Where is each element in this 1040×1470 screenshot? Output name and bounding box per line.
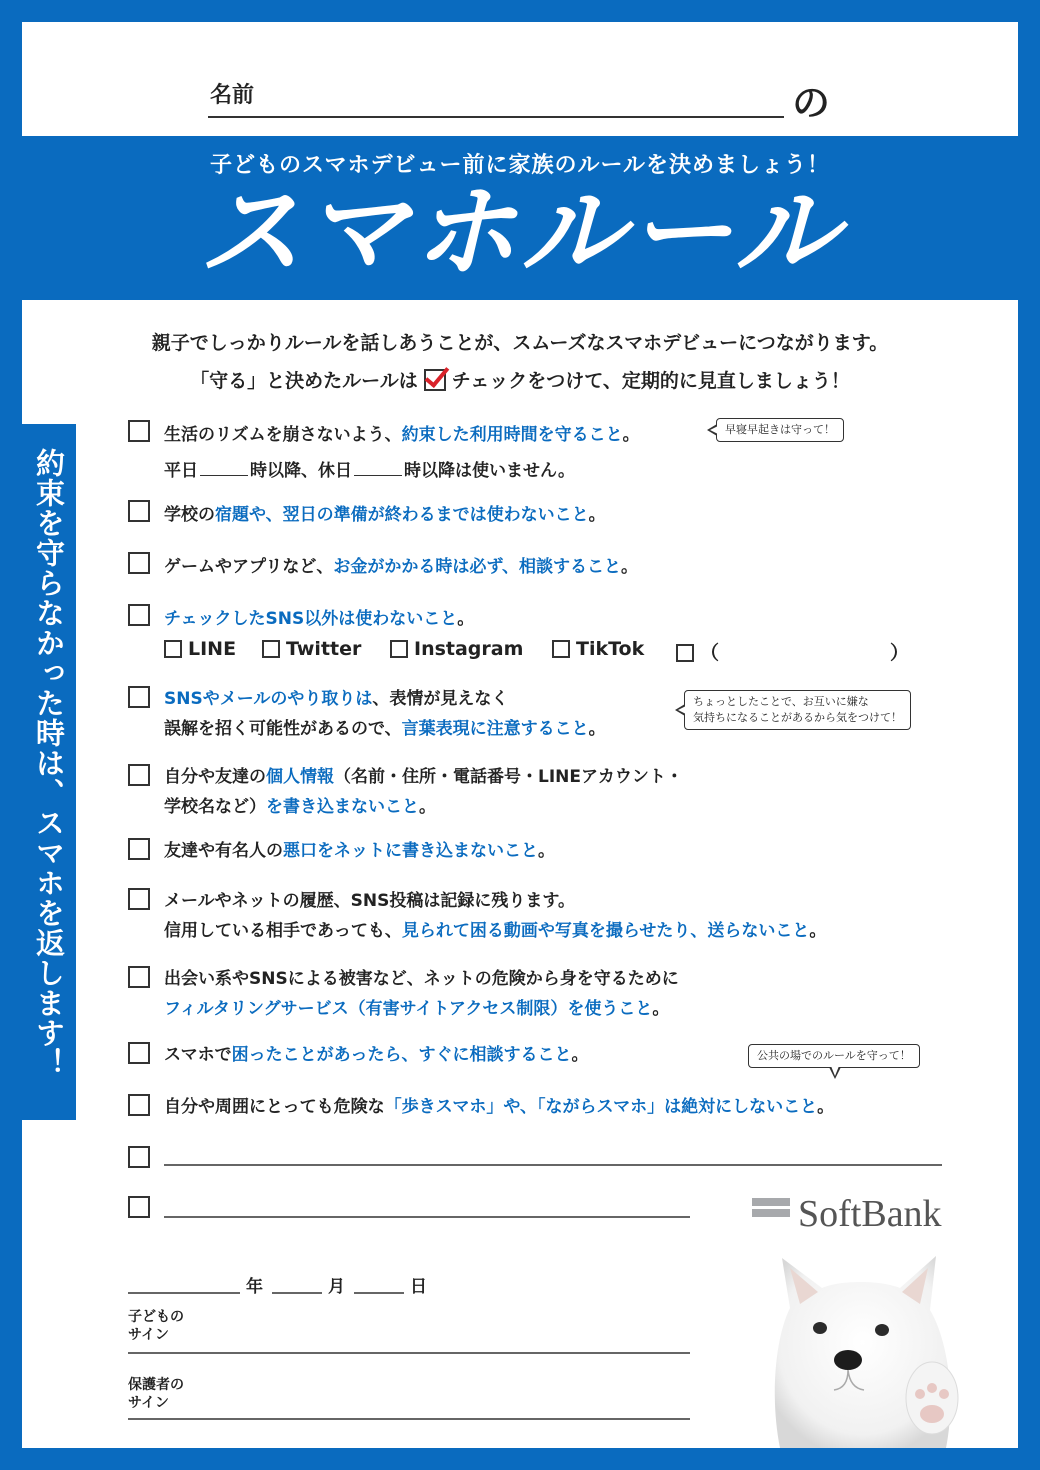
rule-8-text: メールやネットの履歴、SNS投稿は記録に残ります。	[164, 891, 576, 911]
sns-checkbox-tiktok[interactable]	[552, 640, 570, 658]
sns-option-tiktok[interactable]: TikTok	[552, 638, 644, 660]
page-title: スマホルール	[198, 171, 842, 293]
sns-option-other[interactable]: （	[676, 638, 719, 665]
speech-bubble-2: ちょっとしたことで、お互いに嫌な 気持ちになることがあるから気をつけて！	[684, 690, 911, 730]
rule-checkbox-custom-2[interactable]	[128, 1196, 150, 1218]
name-label: 名前	[210, 83, 255, 108]
name-strip	[22, 22, 1018, 136]
speech-bubble-1: 早寝早起きは守って！	[716, 418, 844, 442]
sns-option-line[interactable]: LINE	[164, 638, 236, 660]
sns-checkbox-line[interactable]	[164, 640, 182, 658]
rule-checkbox-7[interactable]	[128, 838, 150, 860]
dog-mascot-image	[760, 1248, 964, 1448]
softbank-logo: SoftBank	[798, 1193, 942, 1235]
intro-line-2-before: 「守る」と決めたルールは	[190, 370, 418, 392]
year-field[interactable]	[128, 1292, 240, 1294]
checkmark-icon	[424, 369, 446, 391]
rule-9-text: 出会い系やSNSによる被害など、ネットの危険から身を守るために	[164, 969, 679, 989]
parent-signature-label: 保護者の サイン	[128, 1377, 184, 1411]
rule-checkbox-11[interactable]	[128, 1094, 150, 1116]
holiday-time-blank[interactable]	[354, 462, 402, 476]
rule-6-text: 自分や友達の個人情報（名前・住所・電話番号・LINEアカウント・	[164, 767, 683, 787]
rule-2-text: 学校の宿題や、翌日の準備が終わるまでは使わないこと。	[164, 505, 606, 525]
year-label: 年	[246, 1277, 263, 1297]
child-signature-field[interactable]	[128, 1352, 690, 1354]
sns-checkbox-twitter[interactable]	[262, 640, 280, 658]
custom-rule-line-1[interactable]	[164, 1164, 942, 1166]
intro-line-1: 親子でしっかりルールを話しあうことが、スムーズなスマホデビューにつながります。	[151, 332, 889, 354]
rule-checkbox-custom-1[interactable]	[128, 1146, 150, 1168]
rule-checkbox-8[interactable]	[128, 888, 150, 910]
side-banner-text: 約束を守らなかった時は、スマホを返します！	[32, 448, 66, 1078]
sns-option-instagram[interactable]: Instagram	[390, 638, 523, 660]
rule-10-text: スマホで困ったことがあったら、すぐに相談すること。	[164, 1045, 589, 1065]
rule-1-text: 生活のリズムを崩さないよう、約束した利用時間を守ること。	[164, 425, 640, 445]
day-field[interactable]	[354, 1292, 404, 1294]
page-subtitle: 子どものスマホデビュー前に家族のルールを決めましょう！	[209, 153, 831, 178]
rule-5-text-line2: 誤解を招く可能性があるので、言葉表現に注意すること。	[164, 719, 606, 739]
rule-5-text: SNSやメールのやり取りは、表情が見えなく	[164, 689, 509, 709]
speech-bubble-3: 公共の場でのルールを守って！	[748, 1044, 920, 1068]
rule-checkbox-5[interactable]	[128, 686, 150, 708]
custom-rule-line-2[interactable]	[164, 1216, 690, 1218]
rule-checkbox-2[interactable]	[128, 500, 150, 522]
rule-7-text: 友達や有名人の悪口をネットに書き込まないこと。	[164, 841, 555, 861]
intro-line-2-after: チェックをつけて、定期的に見直しましょう！	[451, 370, 850, 392]
rule-11-text: 自分や周囲にとっても危険な「歩きスマホ」や、「ながらスマホ」は絶対にしないこと。	[164, 1097, 835, 1117]
sns-option-other-close: ）	[890, 642, 910, 664]
rule-1-time-line: 平日 時以降、休日 時以降は使いません。	[164, 461, 576, 481]
rule-checkbox-10[interactable]	[128, 1042, 150, 1064]
month-field[interactable]	[272, 1292, 322, 1294]
rule-checkbox-9[interactable]	[128, 966, 150, 988]
month-label: 月	[328, 1277, 345, 1297]
rule-3-text: ゲームやアプリなど、お金がかかる時は必ず、相談すること。	[164, 557, 638, 577]
sns-checkbox-instagram[interactable]	[390, 640, 408, 658]
name-suffix: の	[792, 81, 831, 125]
rule-4-text: チェックしたSNS以外は使わないこと。	[164, 609, 475, 629]
intro-line-2	[22, 366, 1018, 393]
name-field-line[interactable]	[208, 116, 784, 118]
rule-checkbox-3[interactable]	[128, 552, 150, 574]
sns-option-twitter[interactable]: Twitter	[262, 638, 361, 660]
day-label: 日	[410, 1277, 427, 1297]
parent-signature-field[interactable]	[128, 1418, 690, 1420]
rule-6-text-line2: 学校名など）を書き込まないこと。	[164, 797, 436, 817]
child-signature-label: 子どもの サイン	[128, 1309, 184, 1343]
rule-checkbox-1[interactable]	[128, 420, 150, 442]
weekday-time-blank[interactable]	[200, 462, 248, 476]
softbank-logo-icon	[752, 1198, 790, 1228]
sns-checkbox-other[interactable]	[676, 644, 694, 662]
rule-checkbox-6[interactable]	[128, 764, 150, 786]
rule-checkbox-4[interactable]	[128, 604, 150, 626]
rule-9-text-line2: フィルタリングサービス（有害サイトアクセス制限）を使うこと。	[164, 999, 670, 1019]
rule-8-text-line2: 信用している相手であっても、見られて困る動画や写真を撮らせたり、送らないこと。	[164, 921, 827, 941]
